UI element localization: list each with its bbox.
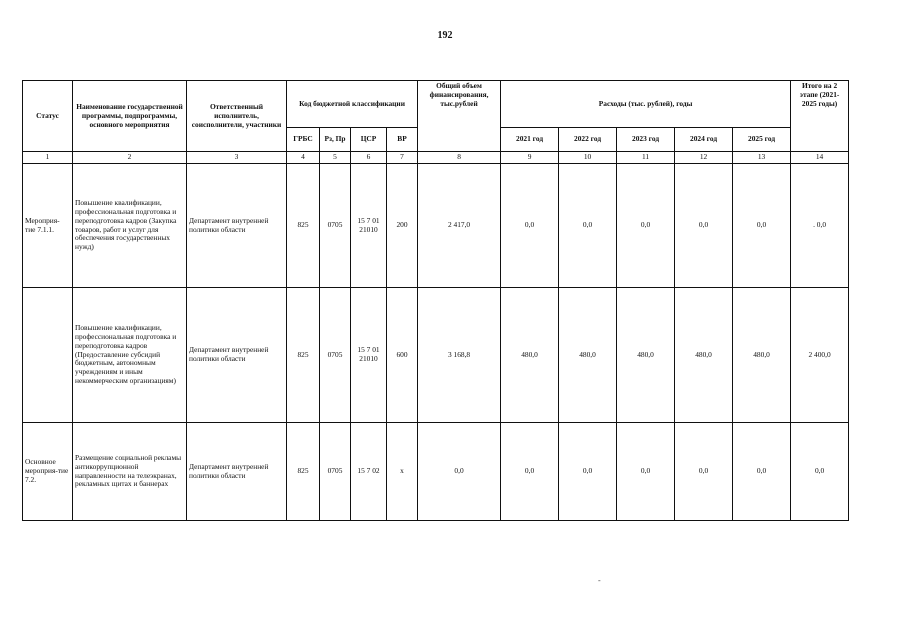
header-year-2024: 2024 год <box>675 128 733 152</box>
row-year-2021: 0,0 <box>501 164 559 288</box>
row-status: Основное мероприя-тие 7.2. <box>23 423 73 521</box>
header-stage-total: Итого на 2 этапе (2021-2025 годы) <box>791 81 849 152</box>
row-vr: 200 <box>387 164 418 288</box>
column-number-row <box>23 152 849 164</box>
row-total: 2 417,0 <box>418 164 501 288</box>
header-year-2025: 2025 год <box>733 128 791 152</box>
row-executor: Департамент внутренней политики области <box>187 288 287 423</box>
row-year-2023: 480,0 <box>617 288 675 423</box>
column-number: 10 <box>559 152 617 164</box>
row-status <box>23 288 73 423</box>
header-name: Наименование государственной программы, подпрограммы, основного мероприятия <box>73 81 187 152</box>
row-year-2022: 0,0 <box>559 423 617 521</box>
page-number: 192 <box>437 30 453 41</box>
header-status: Статус <box>23 81 73 152</box>
column-number: 9 <box>501 152 559 164</box>
row-stage-total: 0,0 <box>791 423 849 521</box>
row-year-2022: 480,0 <box>559 288 617 423</box>
header-csr: ЦСР <box>351 128 387 152</box>
header-grbs: ГРБС <box>287 128 320 152</box>
row-total: 3 168,8 <box>418 288 501 423</box>
column-number: 7 <box>387 152 418 164</box>
row-year-2025: 480,0 <box>733 288 791 423</box>
header-year-2022: 2022 год <box>559 128 617 152</box>
row-status: Мероприя-тие 7.1.1. <box>23 164 73 288</box>
row-rzpr: 0705 <box>320 423 351 521</box>
row-grbs: 825 <box>287 423 320 521</box>
row-year-2024: 480,0 <box>675 288 733 423</box>
row-year-2022: 0,0 <box>559 164 617 288</box>
row-year-2025: 0,0 <box>733 423 791 521</box>
column-number: 3 <box>187 152 287 164</box>
row-csr: 15 7 01 21010 <box>351 164 387 288</box>
column-number: 12 <box>675 152 733 164</box>
row-year-2023: 0,0 <box>617 164 675 288</box>
row-rzpr: 0705 <box>320 164 351 288</box>
table-row <box>23 288 849 423</box>
header-executor: Ответственный исполнитель, соисполнители, участники <box>187 81 287 152</box>
table-row <box>23 423 849 521</box>
header-total-funding: Общий объем финансирования, тыс.рублей <box>418 81 501 152</box>
row-name: Повышение квалификации, профессиональная подготовка и переподготовка кадров (Закупка товаров, работ и услуг для обеспечения государственных нужд) <box>73 164 187 288</box>
header-row-1 <box>23 81 849 128</box>
column-number: 13 <box>733 152 791 164</box>
header-year-2021: 2021 год <box>501 128 559 152</box>
row-csr: 15 7 01 21010 <box>351 288 387 423</box>
header-vr: ВР <box>387 128 418 152</box>
row-executor: Департамент внутренней политики области <box>187 164 287 288</box>
row-year-2024: 0,0 <box>675 423 733 521</box>
column-number: 14 <box>791 152 849 164</box>
row-stage-total: . 0,0 <box>791 164 849 288</box>
row-vr: 600 <box>387 288 418 423</box>
row-year-2025: 0,0 <box>733 164 791 288</box>
column-number: 5 <box>320 152 351 164</box>
row-csr: 15 7 02 <box>351 423 387 521</box>
column-number: 4 <box>287 152 320 164</box>
header-rzpr: Рз, Пр <box>320 128 351 152</box>
column-number: 1 <box>23 152 73 164</box>
row-executor: Департамент внутренней политики области <box>187 423 287 521</box>
row-vr: х <box>387 423 418 521</box>
row-year-2021: 0,0 <box>501 423 559 521</box>
header-budget-code: Код бюджетной классификации <box>287 81 418 128</box>
column-number: 2 <box>73 152 187 164</box>
row-year-2021: 480,0 <box>501 288 559 423</box>
stray-mark: - <box>598 576 601 585</box>
row-year-2024: 0,0 <box>675 164 733 288</box>
header-expenses: Расходы (тыс. рублей), годы <box>501 81 791 128</box>
column-number: 11 <box>617 152 675 164</box>
row-total: 0,0 <box>418 423 501 521</box>
column-number: 8 <box>418 152 501 164</box>
row-grbs: 825 <box>287 164 320 288</box>
row-stage-total: 2 400,0 <box>791 288 849 423</box>
header-year-2023: 2023 год <box>617 128 675 152</box>
budget-table <box>22 80 849 521</box>
row-name: Размещение социальной рекламы антикоррупционной направленности на телеэкранах, рекламных щитах и баннерах <box>73 423 187 521</box>
row-name: Повышение квалификации, профессиональная подготовка и переподготовка кадров (Предоставление субсидий бюджетным, автономным учреждениям и иным некоммерческим организациям) <box>73 288 187 423</box>
row-grbs: 825 <box>287 288 320 423</box>
column-number: 6 <box>351 152 387 164</box>
table-row <box>23 164 849 288</box>
row-rzpr: 0705 <box>320 288 351 423</box>
row-year-2023: 0,0 <box>617 423 675 521</box>
